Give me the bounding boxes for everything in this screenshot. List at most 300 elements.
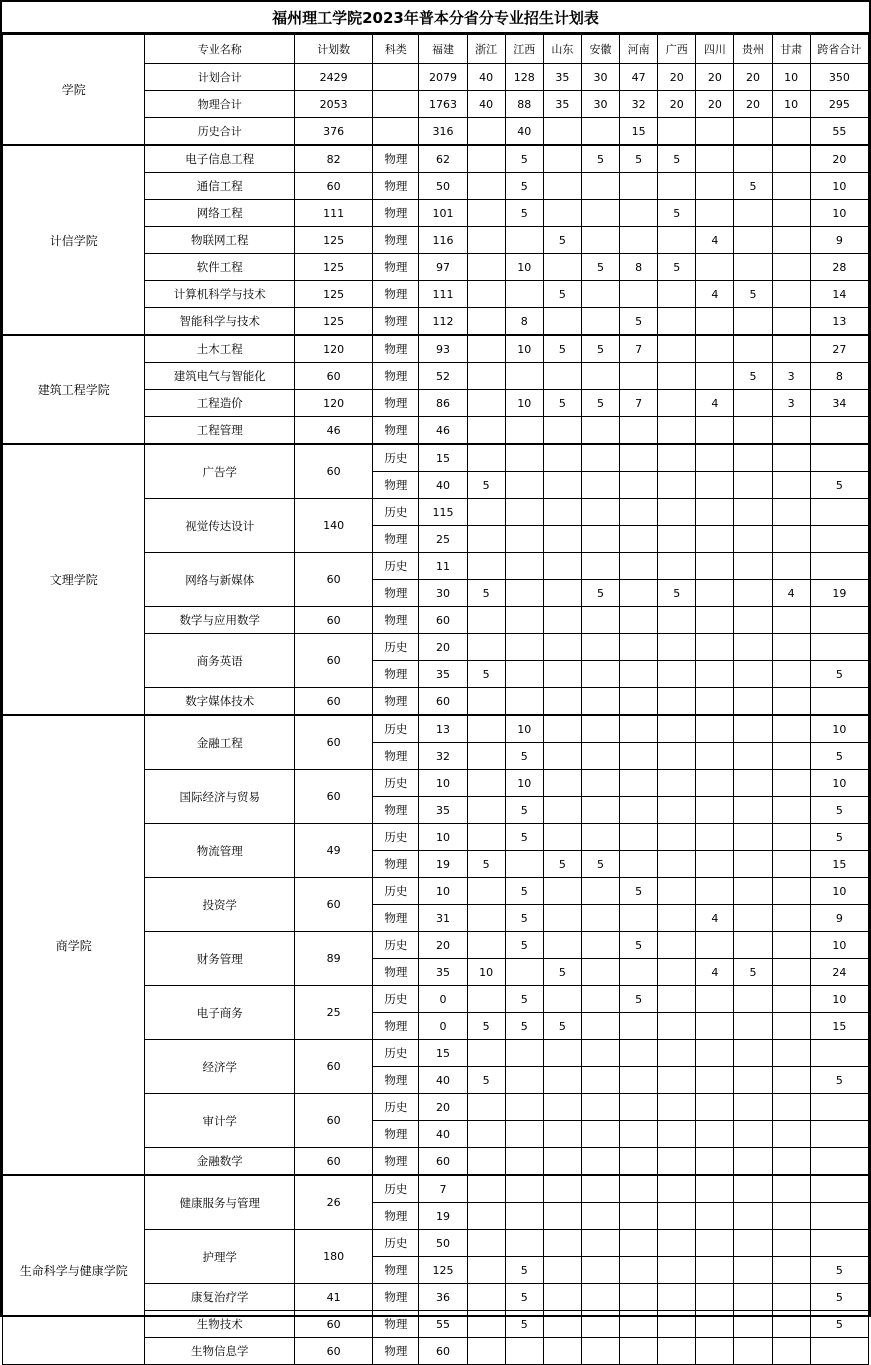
- province-value: 5: [505, 1257, 543, 1284]
- summary-label: 历史合计: [145, 118, 295, 146]
- cross-province-total: 28: [810, 254, 868, 281]
- major-plan-count: 60: [295, 715, 373, 770]
- province-value: [543, 661, 581, 688]
- province-value: [658, 281, 696, 308]
- province-value: [772, 499, 810, 526]
- province-value: [658, 1230, 696, 1257]
- province-value: 19: [419, 851, 467, 878]
- major-name: 建筑电气与智能化: [145, 363, 295, 390]
- province-value: [734, 444, 772, 472]
- province-value: [696, 851, 734, 878]
- province-value: [772, 472, 810, 499]
- header-plan: 计划数: [295, 35, 373, 64]
- province-value: [581, 308, 619, 336]
- province-value: [734, 417, 772, 445]
- summary-province-value: 47: [620, 64, 658, 91]
- province-value: [658, 390, 696, 417]
- subject-type: 物理: [373, 363, 419, 390]
- province-value: 10: [419, 878, 467, 905]
- province-value: [467, 553, 505, 580]
- province-value: [505, 634, 543, 661]
- province-value: [505, 444, 543, 472]
- major-plan-count: 41: [295, 1284, 373, 1311]
- province-value: [696, 743, 734, 770]
- summary-province-value: 40: [467, 91, 505, 118]
- province-value: [620, 905, 658, 932]
- province-value: [734, 1175, 772, 1203]
- province-value: 4: [696, 227, 734, 254]
- province-value: 5: [543, 227, 581, 254]
- major-plan-count: 120: [295, 390, 373, 417]
- province-value: [581, 281, 619, 308]
- province-value: [581, 770, 619, 797]
- major-name: 护理学: [145, 1230, 295, 1284]
- province-value: 8: [620, 254, 658, 281]
- summary-cross-total: 295: [810, 91, 868, 118]
- province-value: [620, 1284, 658, 1311]
- province-value: 4: [696, 281, 734, 308]
- province-value: 4: [772, 580, 810, 607]
- major-name: 审计学: [145, 1094, 295, 1148]
- province-value: [467, 1175, 505, 1203]
- subject-type: 历史: [373, 1040, 419, 1067]
- province-value: [543, 1338, 581, 1365]
- province-value: [620, 444, 658, 472]
- header-province-广西: 广西: [658, 35, 696, 64]
- province-value: 46: [419, 417, 467, 445]
- subject-type: 历史: [373, 770, 419, 797]
- subject-type: 物理: [373, 851, 419, 878]
- province-value: 5: [505, 905, 543, 932]
- cross-province-total: 5: [810, 797, 868, 824]
- province-value: [543, 932, 581, 959]
- major-name: 数学与应用数学: [145, 607, 295, 634]
- province-value: 7: [620, 390, 658, 417]
- subject-type: 物理: [373, 580, 419, 607]
- province-value: [467, 905, 505, 932]
- cross-province-total: 10: [810, 878, 868, 905]
- province-value: [620, 1230, 658, 1257]
- major-plan-count: 125: [295, 227, 373, 254]
- summary-province-value: 20: [734, 64, 772, 91]
- subject-type: 物理: [373, 1203, 419, 1230]
- province-value: 10: [505, 715, 543, 743]
- province-value: [696, 254, 734, 281]
- province-value: 4: [696, 959, 734, 986]
- province-value: 5: [505, 986, 543, 1013]
- province-value: [581, 417, 619, 445]
- province-value: [772, 1094, 810, 1121]
- table-row: [3, 715, 869, 743]
- province-value: [543, 1148, 581, 1176]
- province-value: [467, 743, 505, 770]
- cross-province-total: [810, 1230, 868, 1257]
- province-value: [467, 335, 505, 363]
- summary-type: [373, 64, 419, 91]
- province-value: [734, 770, 772, 797]
- province-value: [772, 227, 810, 254]
- province-value: [620, 417, 658, 445]
- subject-type: 物理: [373, 1284, 419, 1311]
- province-value: 5: [658, 254, 696, 281]
- subject-type: 历史: [373, 444, 419, 472]
- major-plan-count: 46: [295, 417, 373, 445]
- province-value: [658, 173, 696, 200]
- cross-province-total: 5: [810, 824, 868, 851]
- province-value: [696, 173, 734, 200]
- province-value: [620, 1067, 658, 1094]
- province-value: [734, 743, 772, 770]
- province-value: [581, 959, 619, 986]
- province-value: [734, 607, 772, 634]
- province-value: 5: [581, 851, 619, 878]
- province-value: [543, 444, 581, 472]
- province-value: [658, 308, 696, 336]
- province-value: 86: [419, 390, 467, 417]
- province-value: [658, 1175, 696, 1203]
- province-value: [505, 472, 543, 499]
- province-value: [620, 770, 658, 797]
- province-value: [772, 715, 810, 743]
- province-value: 5: [467, 851, 505, 878]
- major-name: 经济学: [145, 1040, 295, 1094]
- summary-province-value: 2079: [419, 64, 467, 91]
- subject-type: 历史: [373, 1175, 419, 1203]
- page-title: 福州理工学院2023年普本分省分专业招生计划表: [272, 8, 599, 27]
- cross-province-total: [810, 688, 868, 716]
- cross-province-total: 10: [810, 200, 868, 227]
- province-value: [658, 417, 696, 445]
- province-value: [543, 824, 581, 851]
- province-value: [734, 932, 772, 959]
- enrollment-plan-table: [2, 34, 869, 1365]
- province-value: [658, 499, 696, 526]
- province-value: [581, 444, 619, 472]
- cross-province-total: 5: [810, 743, 868, 770]
- province-value: 5: [581, 254, 619, 281]
- province-value: [620, 1040, 658, 1067]
- province-value: 40: [419, 1121, 467, 1148]
- summary-province-value: [543, 118, 581, 146]
- major-name: 智能科学与技术: [145, 308, 295, 336]
- province-value: [658, 607, 696, 634]
- subject-type: 历史: [373, 878, 419, 905]
- province-value: 50: [419, 173, 467, 200]
- province-value: 5: [543, 335, 581, 363]
- province-value: [658, 1311, 696, 1338]
- province-value: [658, 1121, 696, 1148]
- province-value: 5: [620, 932, 658, 959]
- header-province-江西: 江西: [505, 35, 543, 64]
- subject-type: 物理: [373, 1148, 419, 1176]
- province-value: [734, 1203, 772, 1230]
- province-value: 3: [772, 390, 810, 417]
- cross-province-total: [810, 499, 868, 526]
- province-value: [658, 715, 696, 743]
- province-value: [696, 1257, 734, 1284]
- province-value: 40: [419, 1067, 467, 1094]
- province-value: [734, 472, 772, 499]
- province-value: [772, 607, 810, 634]
- major-name: 视觉传达设计: [145, 499, 295, 553]
- province-value: 4: [696, 905, 734, 932]
- province-value: [734, 308, 772, 336]
- province-value: [772, 905, 810, 932]
- province-value: [620, 1094, 658, 1121]
- major-plan-count: 140: [295, 499, 373, 553]
- province-value: [772, 661, 810, 688]
- province-value: [734, 1094, 772, 1121]
- province-value: [467, 200, 505, 227]
- cross-province-total: [810, 1040, 868, 1067]
- province-value: [543, 363, 581, 390]
- province-value: 5: [543, 1013, 581, 1040]
- province-value: [467, 308, 505, 336]
- province-value: [505, 1094, 543, 1121]
- major-name: 通信工程: [145, 173, 295, 200]
- province-value: 5: [505, 878, 543, 905]
- major-name: 康复治疗学: [145, 1284, 295, 1311]
- province-value: 5: [505, 1284, 543, 1311]
- cross-province-total: 5: [810, 1067, 868, 1094]
- header-province-甘肃: 甘肃: [772, 35, 810, 64]
- province-value: 5: [658, 580, 696, 607]
- cross-province-total: 10: [810, 986, 868, 1013]
- province-value: [581, 824, 619, 851]
- province-value: [581, 1338, 619, 1365]
- province-value: [620, 797, 658, 824]
- province-value: [658, 824, 696, 851]
- cross-province-total: 9: [810, 227, 868, 254]
- major-plan-count: 60: [295, 173, 373, 200]
- province-value: [772, 1284, 810, 1311]
- province-value: [620, 824, 658, 851]
- province-value: [581, 905, 619, 932]
- major-plan-count: 60: [295, 1311, 373, 1338]
- subject-type: 物理: [373, 1067, 419, 1094]
- province-value: 55: [419, 1311, 467, 1338]
- province-value: [543, 770, 581, 797]
- province-value: 0: [419, 986, 467, 1013]
- summary-province-value: 10: [772, 64, 810, 91]
- province-value: [581, 526, 619, 553]
- summary-province-value: 32: [620, 91, 658, 118]
- major-plan-count: 60: [295, 770, 373, 824]
- province-value: [467, 444, 505, 472]
- province-value: [467, 824, 505, 851]
- subject-type: 物理: [373, 526, 419, 553]
- province-value: [543, 173, 581, 200]
- province-value: 5: [505, 932, 543, 959]
- province-value: [696, 580, 734, 607]
- province-value: 10: [505, 335, 543, 363]
- province-value: [734, 553, 772, 580]
- province-value: 5: [581, 335, 619, 363]
- province-value: [620, 1175, 658, 1203]
- summary-cross-total: 55: [810, 118, 868, 146]
- summary-province-value: 10: [772, 91, 810, 118]
- province-value: 10: [467, 959, 505, 986]
- summary-plan: 2429: [295, 64, 373, 91]
- province-value: [620, 1257, 658, 1284]
- province-value: [467, 797, 505, 824]
- cross-province-total: [810, 1175, 868, 1203]
- summary-province-value: 30: [581, 64, 619, 91]
- province-value: [467, 878, 505, 905]
- cross-province-total: 5: [810, 1284, 868, 1311]
- subject-type: 物理: [373, 688, 419, 716]
- province-value: [772, 145, 810, 173]
- major-plan-count: 60: [295, 444, 373, 499]
- province-value: [696, 1148, 734, 1176]
- province-value: [734, 526, 772, 553]
- province-value: [505, 499, 543, 526]
- cross-province-total: [810, 1203, 868, 1230]
- table-row: [3, 335, 869, 363]
- summary-province-value: [772, 118, 810, 146]
- province-value: [467, 1040, 505, 1067]
- province-value: 60: [419, 607, 467, 634]
- summary-province-value: [696, 118, 734, 146]
- header-province-浙江: 浙江: [467, 35, 505, 64]
- province-value: [581, 1040, 619, 1067]
- header-province-福建: 福建: [419, 35, 467, 64]
- province-value: [658, 688, 696, 716]
- cross-province-total: 5: [810, 472, 868, 499]
- province-value: [467, 1203, 505, 1230]
- province-value: [581, 200, 619, 227]
- subject-type: 历史: [373, 932, 419, 959]
- province-value: [581, 173, 619, 200]
- major-name: 投资学: [145, 878, 295, 932]
- province-value: [658, 1203, 696, 1230]
- province-value: [543, 1067, 581, 1094]
- province-value: 5: [505, 200, 543, 227]
- province-value: [467, 715, 505, 743]
- province-value: [772, 1203, 810, 1230]
- province-value: [734, 1067, 772, 1094]
- province-value: [581, 1094, 619, 1121]
- province-value: [734, 824, 772, 851]
- province-value: 31: [419, 905, 467, 932]
- major-name: 物流管理: [145, 824, 295, 878]
- summary-plan: 2053: [295, 91, 373, 118]
- subject-type: 物理: [373, 390, 419, 417]
- summary-province-value: 88: [505, 91, 543, 118]
- province-value: [543, 634, 581, 661]
- major-plan-count: 125: [295, 281, 373, 308]
- table-row: [3, 444, 869, 472]
- major-plan-count: 60: [295, 688, 373, 716]
- province-value: [543, 688, 581, 716]
- major-name: 金融工程: [145, 715, 295, 770]
- summary-province-value: 35: [543, 91, 581, 118]
- province-value: [581, 1203, 619, 1230]
- cross-province-total: [810, 634, 868, 661]
- cross-province-total: 15: [810, 1013, 868, 1040]
- province-value: [772, 743, 810, 770]
- province-value: [467, 526, 505, 553]
- province-value: [467, 1338, 505, 1365]
- province-value: [696, 553, 734, 580]
- province-value: 5: [734, 173, 772, 200]
- province-value: [772, 770, 810, 797]
- province-value: [772, 281, 810, 308]
- cross-province-total: [810, 1148, 868, 1176]
- province-value: 5: [467, 472, 505, 499]
- province-value: 5: [543, 959, 581, 986]
- province-value: 35: [419, 797, 467, 824]
- province-value: [505, 661, 543, 688]
- province-value: [772, 797, 810, 824]
- province-value: [696, 335, 734, 363]
- cross-province-total: [810, 1094, 868, 1121]
- header-province-河南: 河南: [620, 35, 658, 64]
- province-value: [467, 688, 505, 716]
- province-value: [581, 553, 619, 580]
- cross-province-total: 15: [810, 851, 868, 878]
- province-value: [658, 905, 696, 932]
- cross-province-total: [810, 526, 868, 553]
- summary-province-value: [467, 118, 505, 146]
- cross-province-total: 14: [810, 281, 868, 308]
- province-value: [772, 1013, 810, 1040]
- province-value: [696, 607, 734, 634]
- province-value: 36: [419, 1284, 467, 1311]
- province-value: [658, 1040, 696, 1067]
- province-value: [772, 824, 810, 851]
- summary-province-value: [581, 118, 619, 146]
- province-value: [772, 173, 810, 200]
- summary-province-value: 35: [543, 64, 581, 91]
- province-value: 5: [581, 580, 619, 607]
- major-plan-count: 120: [295, 335, 373, 363]
- major-plan-count: 111: [295, 200, 373, 227]
- major-name: 工程管理: [145, 417, 295, 445]
- major-name: 生物信息学: [145, 1338, 295, 1365]
- major-name: 生物技术: [145, 1311, 295, 1338]
- province-value: [734, 499, 772, 526]
- province-value: 101: [419, 200, 467, 227]
- province-value: 5: [734, 363, 772, 390]
- cross-province-total: 10: [810, 173, 868, 200]
- province-value: [696, 417, 734, 445]
- province-value: [620, 634, 658, 661]
- province-value: [467, 932, 505, 959]
- province-value: [772, 1040, 810, 1067]
- province-value: [581, 743, 619, 770]
- province-value: [467, 227, 505, 254]
- province-value: [467, 145, 505, 173]
- subject-type: 物理: [373, 145, 419, 173]
- province-value: [734, 905, 772, 932]
- province-value: [734, 200, 772, 227]
- province-value: [467, 607, 505, 634]
- cross-province-total: [810, 553, 868, 580]
- province-value: [696, 308, 734, 336]
- major-name: 电子商务: [145, 986, 295, 1040]
- subject-type: 历史: [373, 986, 419, 1013]
- summary-province-value: [658, 118, 696, 146]
- province-value: [696, 363, 734, 390]
- province-value: 20: [419, 634, 467, 661]
- province-value: 4: [696, 390, 734, 417]
- province-value: [658, 526, 696, 553]
- province-value: 5: [505, 1013, 543, 1040]
- province-value: [696, 1121, 734, 1148]
- province-value: [696, 634, 734, 661]
- major-name: 工程造价: [145, 390, 295, 417]
